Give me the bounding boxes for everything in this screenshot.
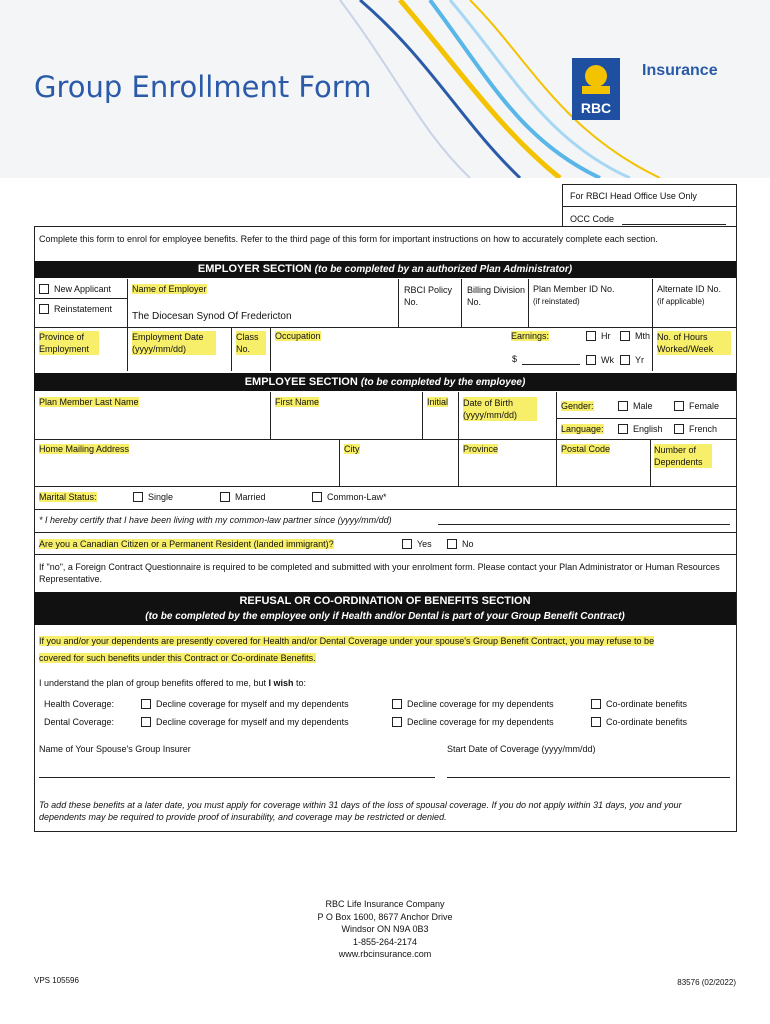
french-label: French — [689, 424, 718, 434]
english-checkbox[interactable] — [618, 424, 663, 434]
no-label: No — [462, 539, 474, 549]
gender-label: Gender: — [561, 401, 594, 411]
rbci-policy-label: RBCI Policy No. — [404, 285, 453, 307]
hr-label: Hr — [601, 331, 611, 341]
initial-label: Initial — [427, 397, 449, 407]
common-law-date-input[interactable] — [438, 524, 730, 525]
if-reinstated-label: (if reinstated) — [533, 297, 580, 306]
occ-code-input[interactable] — [622, 224, 726, 225]
french-box[interactable] — [674, 424, 684, 434]
dental-coordinate[interactable] — [591, 717, 687, 727]
health-decline-self-box[interactable] — [141, 699, 151, 709]
earnings-label: Earnings: — [511, 331, 550, 341]
new-applicant-box[interactable] — [39, 284, 49, 294]
reinstatement-checkbox[interactable] — [39, 304, 112, 314]
footer-city: Windsor ON N9A 0B3 — [341, 924, 429, 934]
dollar-sign: $ — [512, 354, 518, 364]
new-applicant-label: New Applicant — [54, 284, 112, 294]
refusal-section-bar — [34, 592, 736, 625]
yr-label: Yr — [635, 355, 644, 365]
reinstatement-box[interactable] — [39, 304, 49, 314]
understand-suffix: to: — [293, 678, 307, 688]
health-coordinate-label: Co-ordinate benefits — [606, 699, 688, 709]
health-decline-dependents[interactable] — [392, 699, 554, 709]
dental-decline-dependents-box[interactable] — [392, 717, 402, 727]
occupation-label: Occupation — [275, 331, 321, 341]
dental-decline-self-box[interactable] — [141, 717, 151, 727]
office-use-label: For RBCI Head Office Use Only — [570, 191, 697, 201]
occ-code-label: OCC Code — [570, 214, 615, 224]
common-law-label: Common-Law* — [327, 492, 387, 502]
employee-section-title: EMPLOYEE SECTION — [244, 376, 358, 388]
employee-section-bar — [34, 373, 736, 391]
wk-checkbox[interactable] — [586, 355, 614, 365]
single-box[interactable] — [133, 492, 143, 502]
home-address-label: Home Mailing Address — [39, 444, 130, 454]
employer-section-title: EMPLOYER SECTION — [197, 263, 312, 275]
dob-label: Date of Birth (yyyy/mm/dd) — [463, 397, 537, 421]
understand-text — [39, 678, 306, 688]
earnings-input[interactable] — [522, 364, 580, 365]
class-no-label: Class No. — [236, 331, 266, 355]
province-label: Province — [463, 444, 499, 454]
employee-section-subtitle: (to be completed by the employee) — [360, 377, 526, 388]
hours-worked-label: No. of Hours Worked/Week — [657, 331, 731, 355]
foreign-note: If "no", a Foreign Contract Questionnaire is required to be completed and submitted with your enrolment form. Please contact your Plan Administrator or Human Resources Representative. — [39, 562, 720, 584]
health-decline-self-label: Decline coverage for myself and my dependents — [156, 699, 349, 709]
health-coordinate-box[interactable] — [591, 699, 601, 709]
male-checkbox[interactable] — [618, 401, 653, 411]
wk-label: Wk — [601, 355, 614, 365]
plan-member-id-label: Plan Member ID No. — [533, 284, 615, 294]
understand-prefix: I understand the plan of group benefits offered to me, but — [39, 678, 269, 688]
alternate-id-label: Alternate ID No. — [657, 284, 722, 294]
footer-phone: 1-855-264-2174 — [352, 936, 418, 947]
common-law-box[interactable] — [312, 492, 322, 502]
female-label: Female — [689, 401, 720, 411]
mth-label: Mth — [635, 331, 651, 341]
billing-division-label: Billing Division No. — [467, 285, 526, 307]
if-applicable-label: (if applicable) — [657, 297, 705, 306]
wk-box[interactable] — [586, 355, 596, 365]
new-applicant-checkbox[interactable] — [39, 284, 111, 294]
french-checkbox[interactable] — [674, 424, 717, 434]
spouse-insurer-label: Name of Your Spouse's Group Insurer — [39, 744, 191, 754]
single-checkbox[interactable] — [133, 492, 173, 502]
footer-address — [0, 898, 770, 961]
header — [0, 0, 770, 178]
spouse-note-2: covered for such benefits under this Contract or Co-ordinate Benefits. — [39, 653, 316, 663]
dental-decline-dependents-label: Decline coverage for my dependents — [407, 717, 554, 727]
common-law-checkbox[interactable] — [312, 492, 387, 502]
city-label: City — [344, 444, 360, 454]
english-box[interactable] — [618, 424, 628, 434]
health-decline-self[interactable] — [141, 699, 349, 709]
first-name-label: First Name — [275, 397, 320, 407]
hr-box[interactable] — [586, 331, 596, 341]
footer-vps: VPS 105596 — [34, 976, 79, 985]
health-decline-dependents-box[interactable] — [392, 699, 402, 709]
name-of-employer-label: Name of Employer — [132, 284, 207, 294]
dental-decline-self-label: Decline coverage for myself and my dependents — [156, 717, 349, 727]
mth-box[interactable] — [620, 331, 630, 341]
hr-checkbox[interactable] — [586, 331, 611, 341]
dental-decline-dependents[interactable] — [392, 717, 554, 727]
employer-name-value[interactable]: The Diocesan Synod Of Fredericton — [132, 311, 292, 322]
footer-company: RBC Life Insurance Company — [325, 899, 445, 909]
footer-web[interactable]: www.rbcinsurance.com — [338, 949, 432, 959]
married-box[interactable] — [220, 492, 230, 502]
last-name-label: Plan Member Last Name — [39, 397, 139, 407]
dental-coordinate-label: Co-ordinate benefits — [606, 717, 688, 727]
health-coordinate[interactable] — [591, 699, 687, 709]
dependents-label: Number of Dependents — [654, 444, 712, 468]
postal-code-label: Postal Code — [561, 444, 611, 454]
no-box[interactable] — [447, 539, 457, 549]
later-note: To add these benefits at a later date, you must apply for coverage within 31 days of the loss of spousal coverage. If you do not apply within 31 days, you and your dependents may be required to provide proof of insurability, and coverage may be restricted or denied. — [39, 800, 682, 822]
language-label: Language: — [561, 424, 604, 434]
no-checkbox[interactable] — [447, 539, 474, 549]
citizen-question: Are you a Canadian Citizen or a Permanent Resident (landed immigrant)? — [39, 539, 334, 549]
married-label: Married — [235, 492, 266, 502]
yr-box[interactable] — [620, 355, 630, 365]
footer-form-no: 83576 (02/2022) — [677, 978, 736, 987]
rbc-logo-text: RBC — [580, 100, 612, 116]
intro-text: Complete this form to enrol for employee benefits. Refer to the third page of this form for important instructions on how to accurately complete each section. — [39, 234, 658, 244]
english-label: English — [633, 424, 663, 434]
female-checkbox[interactable] — [674, 401, 719, 411]
employment-date-label: Employment Date (yyyy/mm/dd) — [132, 331, 216, 355]
yes-checkbox[interactable] — [402, 539, 432, 549]
dental-coverage-label: Dental Coverage: — [44, 717, 115, 727]
married-checkbox[interactable] — [220, 492, 266, 502]
marital-status-label: Marital Status: — [39, 492, 97, 502]
form-title: Group Enrollment Form — [34, 70, 372, 104]
footer-po-box: P O Box 1600, 8677 Anchor Drive — [317, 911, 453, 922]
male-box[interactable] — [618, 401, 628, 411]
health-coverage-label: Health Coverage: — [44, 699, 115, 709]
refusal-section-title: REFUSAL OR CO-ORDINATION OF BENEFITS SECTION — [239, 595, 531, 607]
dental-coordinate-box[interactable] — [591, 717, 601, 727]
brand-insurance: Insurance — [642, 62, 718, 79]
rbc-logo — [572, 58, 620, 120]
yr-checkbox[interactable] — [620, 355, 644, 365]
dental-decline-self[interactable] — [141, 717, 349, 727]
employer-section-subtitle: (to be completed by an authorized Plan Administrator) — [314, 264, 573, 275]
spouse-note-1: If you and/or your dependents are presently covered for Health and/or Dental Coverage under your spouse's Group Benefit Contract, you may refuse to be — [39, 636, 655, 646]
female-box[interactable] — [674, 401, 684, 411]
start-date-input[interactable] — [447, 777, 730, 778]
yes-box[interactable] — [402, 539, 412, 549]
employer-section-bar — [34, 261, 736, 278]
province-employment-label: Province of Employment — [39, 331, 99, 355]
yes-label: Yes — [417, 539, 432, 549]
male-label: Male — [633, 401, 653, 411]
spouse-insurer-input[interactable] — [39, 777, 435, 778]
start-date-label: Start Date of Coverage (yyyy/mm/dd) — [447, 744, 596, 754]
understand-bold: I wish — [268, 678, 294, 688]
refusal-section-subtitle: (to be completed by the employee only if Health and/or Dental is part of your Group Benefit Contract) — [145, 611, 625, 622]
reinstatement-label: Reinstatement — [54, 304, 113, 314]
certify-text: * I hereby certify that I have been living with my common-law partner since (yyyy/mm/dd) — [39, 515, 392, 525]
health-decline-dependents-label: Decline coverage for my dependents — [407, 699, 554, 709]
mth-checkbox[interactable] — [620, 331, 650, 341]
single-label: Single — [148, 492, 174, 502]
